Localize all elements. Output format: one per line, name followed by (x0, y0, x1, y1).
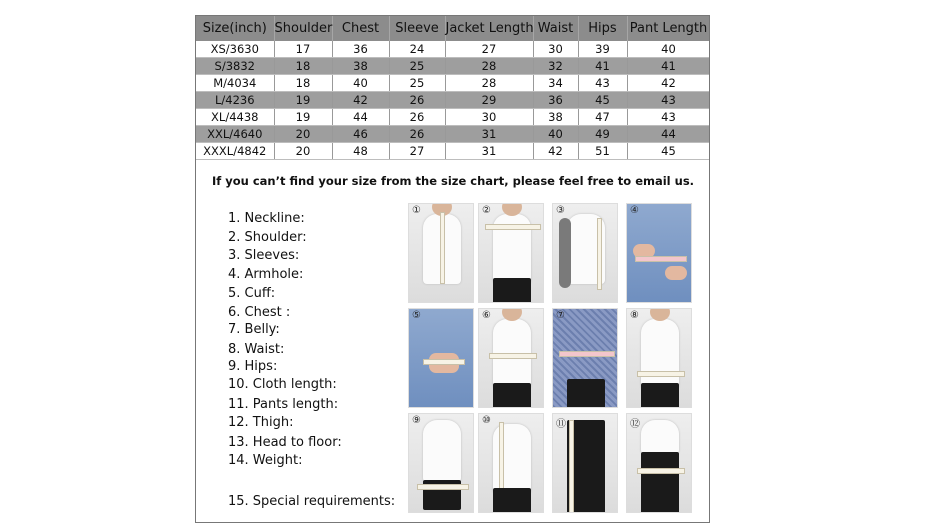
table-cell: 46 (332, 126, 389, 143)
table-cell: 19 (274, 92, 332, 109)
header-waist: Waist (533, 16, 578, 41)
table-cell: 28 (445, 58, 533, 75)
list-item: 2. Shoulder: (228, 230, 307, 245)
table-header-row (196, 16, 710, 41)
tape-measure-icon (423, 359, 465, 365)
measure-photo-pants-length (552, 413, 618, 513)
header-size: Size(inch) (196, 16, 274, 41)
table-cell: 32 (533, 58, 578, 75)
table-row (196, 58, 710, 75)
tape-measure-icon (637, 371, 685, 377)
measure-photo-waist (626, 308, 692, 408)
table-cell: 43 (578, 75, 627, 92)
measure-photo-cloth-length (478, 413, 544, 513)
header-shoulder: Shoulder (274, 16, 332, 41)
table-cell: 49 (578, 126, 627, 143)
table-row (196, 143, 710, 160)
table-cell: 19 (274, 109, 332, 126)
table-cell: 40 (533, 126, 578, 143)
measure-photo-cuff (408, 308, 474, 408)
table-cell: 17 (274, 41, 332, 58)
email-note: If you can’t find your size from the size chart, please feel free to email us. (211, 174, 695, 188)
table-cell: 42 (533, 143, 578, 160)
table-cell: 25 (389, 75, 445, 92)
table-cell: 43 (627, 92, 710, 109)
table-cell: XS/3630 (196, 41, 274, 58)
table-cell: 38 (332, 58, 389, 75)
table-cell: 41 (578, 58, 627, 75)
tape-measure-icon (637, 468, 685, 474)
tape-measure-icon (597, 218, 602, 290)
pants-shape (493, 278, 531, 303)
table-cell: 45 (627, 143, 710, 160)
list-item: 8. Waist: (228, 342, 285, 357)
table-row (196, 75, 710, 92)
table-cell: 42 (627, 75, 710, 92)
table-cell: 44 (627, 126, 710, 143)
table-cell: 40 (627, 41, 710, 58)
table-cell: XL/4438 (196, 109, 274, 126)
tape-measure-icon (440, 212, 445, 284)
list-item: 4. Armhole: (228, 267, 304, 282)
table-cell: 20 (274, 143, 332, 160)
photo-number: ② (482, 205, 491, 216)
list-item: 9. Hips: (228, 359, 278, 374)
table-cell: 26 (389, 109, 445, 126)
table-cell: 18 (274, 75, 332, 92)
shirt-shape (641, 319, 679, 389)
pants-shape (493, 383, 531, 408)
table-cell: 18 (274, 58, 332, 75)
measure-photo-sleeves (552, 203, 618, 303)
header-pant-length: Pant Length (627, 16, 710, 41)
list-item: 5. Cuff: (228, 286, 276, 301)
arm-shape (559, 218, 571, 288)
pants-shape (493, 488, 531, 513)
table-cell: 24 (389, 41, 445, 58)
table-cell: 48 (332, 143, 389, 160)
pants-shape (567, 379, 605, 408)
shirt-shape (641, 420, 679, 454)
table-cell: 36 (332, 41, 389, 58)
table-row (196, 41, 710, 58)
header-hips: Hips (578, 16, 627, 41)
photo-number: ⑫ (630, 419, 640, 430)
table-cell: XXL/4640 (196, 126, 274, 143)
tape-measure-icon (635, 256, 687, 262)
measure-photo-hips (408, 413, 474, 513)
list-item: 3. Sleeves: (228, 248, 300, 263)
photo-number: ⑥ (482, 310, 491, 321)
list-item: 12. Thigh: (228, 415, 294, 430)
tape-measure-icon (417, 484, 469, 490)
table-cell: 26 (389, 126, 445, 143)
measure-photo-armhole (626, 203, 692, 303)
table-cell: 43 (627, 109, 710, 126)
measure-photo-neckline (408, 203, 474, 303)
tape-measure-icon (569, 420, 574, 513)
table-cell: 47 (578, 109, 627, 126)
hand-shape (665, 266, 687, 280)
table-cell: 42 (332, 92, 389, 109)
table-cell: XXXL/4842 (196, 143, 274, 160)
list-item: 14. Weight: (228, 453, 303, 468)
table-cell: 45 (578, 92, 627, 109)
measure-photo-chest (478, 308, 544, 408)
table-cell: 25 (389, 58, 445, 75)
photo-number: ③ (556, 205, 565, 216)
table-cell: 27 (389, 143, 445, 160)
header-sleeve: Sleeve (389, 16, 445, 41)
table-cell: 28 (445, 75, 533, 92)
table-cell: L/4236 (196, 92, 274, 109)
list-item: 7. Belly: (228, 322, 280, 337)
table-row (196, 126, 710, 143)
table-cell: 20 (274, 126, 332, 143)
table-cell: 38 (533, 109, 578, 126)
photo-number: ④ (630, 205, 639, 216)
list-item: 10. Cloth length: (228, 377, 337, 392)
photo-number: ⑤ (412, 310, 421, 321)
pants-shape (641, 452, 679, 513)
header-chest: Chest (332, 16, 389, 41)
measure-photo-thigh (626, 413, 692, 513)
photo-number: ① (412, 205, 421, 216)
photo-number: ⑨ (412, 415, 421, 426)
tape-measure-icon (559, 351, 615, 357)
shirt-shape (423, 420, 461, 482)
size-chart-sheet (195, 15, 710, 523)
measure-photo-belly (552, 308, 618, 408)
table-cell: 29 (445, 92, 533, 109)
table-cell: 31 (445, 126, 533, 143)
pants-shape (641, 383, 679, 408)
size-chart-table (196, 16, 710, 160)
table-row (196, 92, 710, 109)
photo-number: ⑪ (556, 419, 566, 430)
tape-measure-icon (489, 353, 537, 359)
table-cell: S/3832 (196, 58, 274, 75)
list-item: 11. Pants length: (228, 397, 339, 412)
list-item: 15. Special requirements: (228, 494, 396, 509)
list-item: 1. Neckline: (228, 211, 305, 226)
table-cell: 44 (332, 109, 389, 126)
table-cell: 27 (445, 41, 533, 58)
table-cell: 39 (578, 41, 627, 58)
photo-number: ⑩ (482, 415, 491, 426)
photo-number: ⑦ (556, 310, 565, 321)
header-jacket-length: Jacket Length (445, 16, 533, 41)
table-cell: 41 (627, 58, 710, 75)
tape-measure-icon (485, 224, 541, 230)
table-cell: 36 (533, 92, 578, 109)
table-cell: 51 (578, 143, 627, 160)
table-cell: M/4034 (196, 75, 274, 92)
table-cell: 31 (445, 143, 533, 160)
table-cell: 30 (533, 41, 578, 58)
measure-photo-shoulder (478, 203, 544, 303)
table-cell: 30 (445, 109, 533, 126)
photo-number: ⑧ (630, 310, 639, 321)
table-row (196, 109, 710, 126)
table-cell: 34 (533, 75, 578, 92)
table-cell: 40 (332, 75, 389, 92)
list-item: 13. Head to floor: (228, 435, 342, 450)
list-item: 6. Chest : (228, 305, 291, 320)
table-cell: 26 (389, 92, 445, 109)
